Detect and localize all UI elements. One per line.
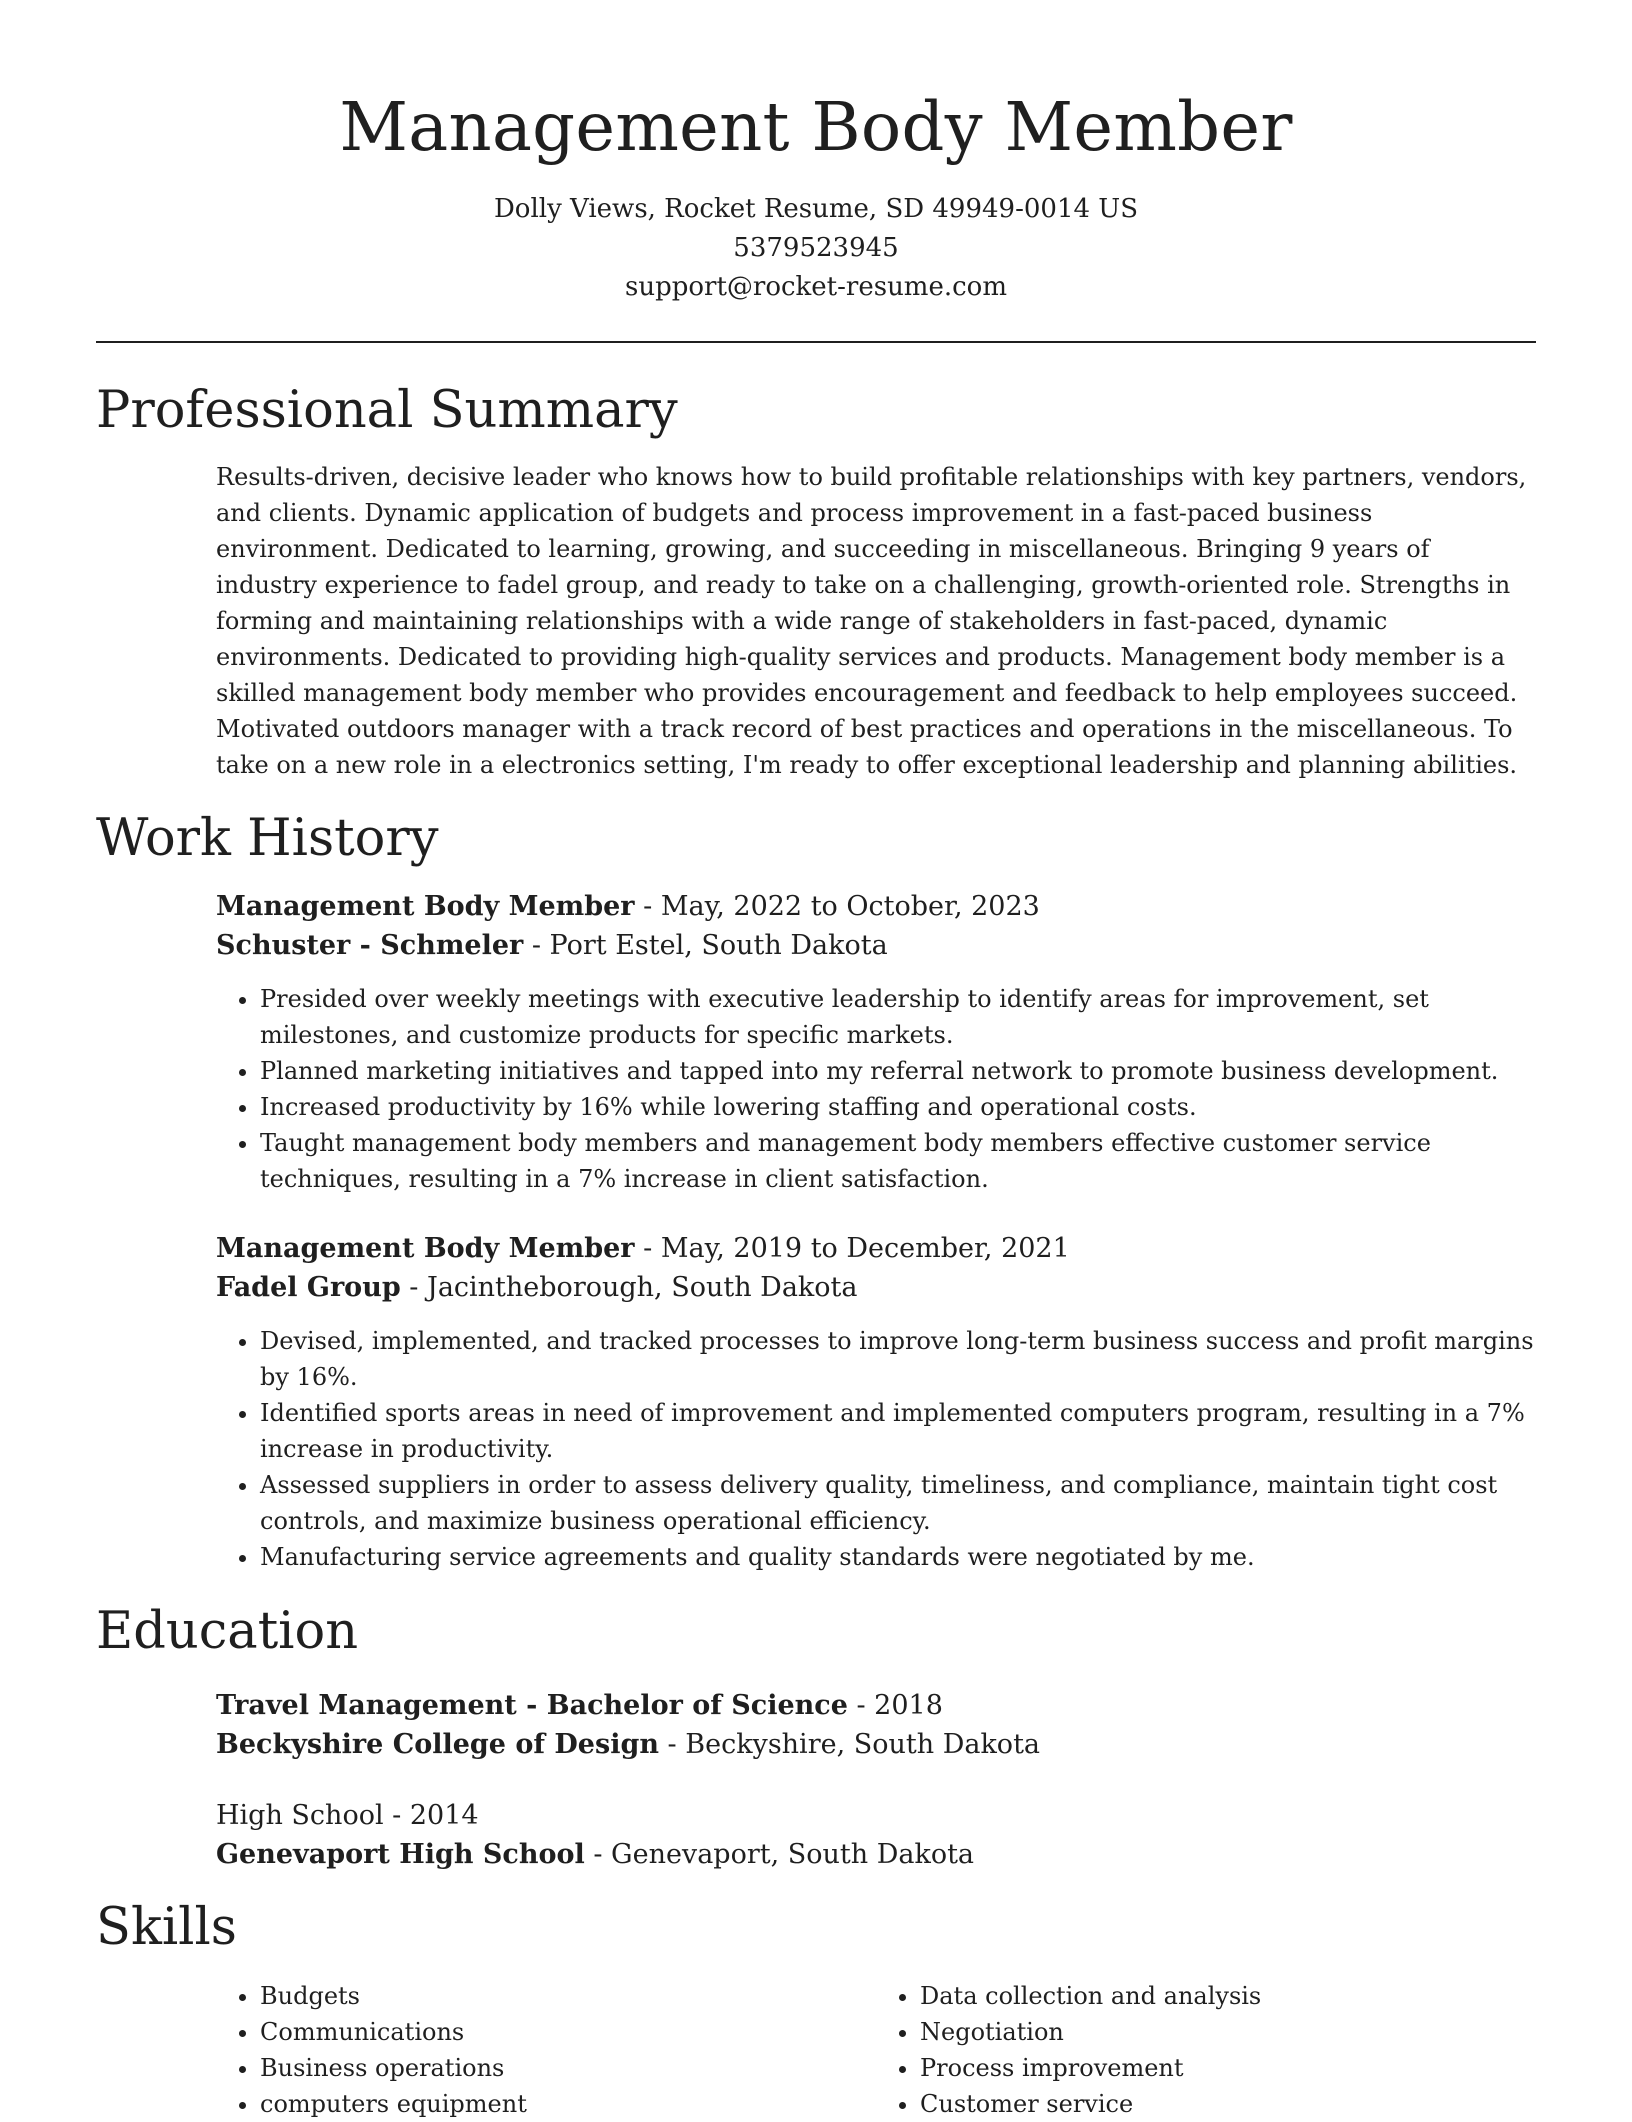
education-year: - 2018 (847, 1690, 943, 1721)
skill-item: • Customer service (920, 2086, 1536, 2122)
education-degree-line (216, 1796, 1536, 1835)
job-bullet: • Identified sports areas in need of improvement and implemented computers program, resulting in a 7% increase in productivity. (260, 1395, 1536, 1467)
skills-column-left (216, 1978, 876, 2122)
job-company-line (216, 926, 1536, 965)
education-heading: Education (96, 1602, 359, 1661)
job-entry (216, 887, 1536, 965)
education-school-line (216, 1725, 1536, 1764)
job-company: Fadel Group (216, 1272, 401, 1303)
job-bullet: • Planned marketing initiatives and tapped into my referral network to promote business development. (260, 1053, 1536, 1089)
education-school: Beckyshire College of Design (216, 1729, 659, 1760)
job-dates: - May, 2022 to October, 2023 (634, 891, 1040, 922)
contact-email: support@rocket-resume.com (624, 272, 1007, 302)
job-bullet: • Increased productivity by 16% while lowering staffing and operational costs. (260, 1089, 1536, 1125)
job-bullets (216, 1323, 1536, 1575)
job-entry (216, 1229, 1536, 1307)
skills-list (216, 1978, 1536, 2122)
skill-item: • Budgets (260, 1978, 876, 2014)
job-company: Schuster - Schmeler (216, 930, 524, 961)
candidate-name: Management Body Member (339, 88, 1293, 166)
education-degree: High School (216, 1800, 384, 1831)
job-bullet: • Taught management body members and management body members effective customer service techniques, resulting in a 7% increase in client satisfaction. (260, 1125, 1536, 1197)
education-school: Genevaport High School (216, 1839, 585, 1870)
education-entry (216, 1796, 1536, 1874)
summary-heading: Professional Summary (96, 381, 678, 440)
education-location: - Beckyshire, South Dakota (658, 1729, 1041, 1760)
job-bullets (216, 981, 1536, 1197)
education-degree-line (216, 1686, 1536, 1725)
job-role: Management Body Member (216, 1233, 635, 1264)
job-title-line (216, 887, 1536, 926)
skills-heading: Skills (96, 1898, 237, 1957)
contact-info (0, 190, 1632, 307)
skill-item: • Data collection and analysis (920, 1978, 1536, 2014)
job-company-line (216, 1268, 1536, 1307)
contact-phone: 5379523945 (733, 233, 899, 263)
job-dates: - May, 2019 to December, 2021 (634, 1233, 1070, 1264)
job-bullet: • Assessed suppliers in order to assess delivery quality, timeliness, and compliance, maintain tight cost controls, and maximize business operational efficiency. (260, 1467, 1536, 1539)
skill-item: • Process improvement (920, 2050, 1536, 2086)
contact-address: Dolly Views, Rocket Resume, SD 49949-0014 US (493, 194, 1139, 224)
job-location: - Port Estel, South Dakota (523, 930, 888, 961)
work-history-heading: Work History (96, 809, 439, 868)
education-location: - Genevaport, South Dakota (584, 1839, 975, 1870)
job-bullet: • Manufacturing service agreements and quality standards were negotiated by me. (260, 1539, 1536, 1575)
education-entry (216, 1686, 1536, 1764)
job-location: - Jacintheborough, South Dakota (400, 1272, 858, 1303)
header-divider (96, 341, 1536, 343)
job-bullet: • Devised, implemented, and tracked processes to improve long-term business success and profit margins by 16%. (260, 1323, 1536, 1395)
education-degree: Travel Management - Bachelor of Science (216, 1690, 848, 1721)
job-role: Management Body Member (216, 891, 635, 922)
education-year: - 2014 (383, 1800, 479, 1831)
skill-item: • Business operations (260, 2050, 876, 2086)
job-bullet: • Presided over weekly meetings with executive leadership to identify areas for improvement, set milestones, and customize products for specific markets. (260, 981, 1536, 1053)
summary-text: Results-driven, decisive leader who knows how to build profitable relationships with key partners, vendors, and clients. Dynamic application of budgets and process improvement in a fast-paced business environment. Dedicated to learning, growing, and succeeding in miscellaneous. Bringing 9 years of industry experience to fadel group, and ready to take on a challenging, growth-oriented role. Strengths in forming and maintaining relationships with a wide range of stakeholders in fast-paced, dynamic environments. Dedicated to providing high-quality services and products. Management body member is a skilled management body member who provides encouragement and feedback to help employees succeed. Motivated outdoors manager with a track record of best practices and operations in the miscellaneous. To take on a new role in a electronics setting, I'm ready to offer exceptional leadership and planning abilities. (216, 463, 1527, 779)
job-title-line (216, 1229, 1536, 1268)
skill-item: • computers equipment (260, 2086, 876, 2122)
skills-column-right (876, 1978, 1536, 2122)
skill-item: • Negotiation (920, 2014, 1536, 2050)
skill-item: • Communications (260, 2014, 876, 2050)
education-school-line (216, 1835, 1536, 1874)
